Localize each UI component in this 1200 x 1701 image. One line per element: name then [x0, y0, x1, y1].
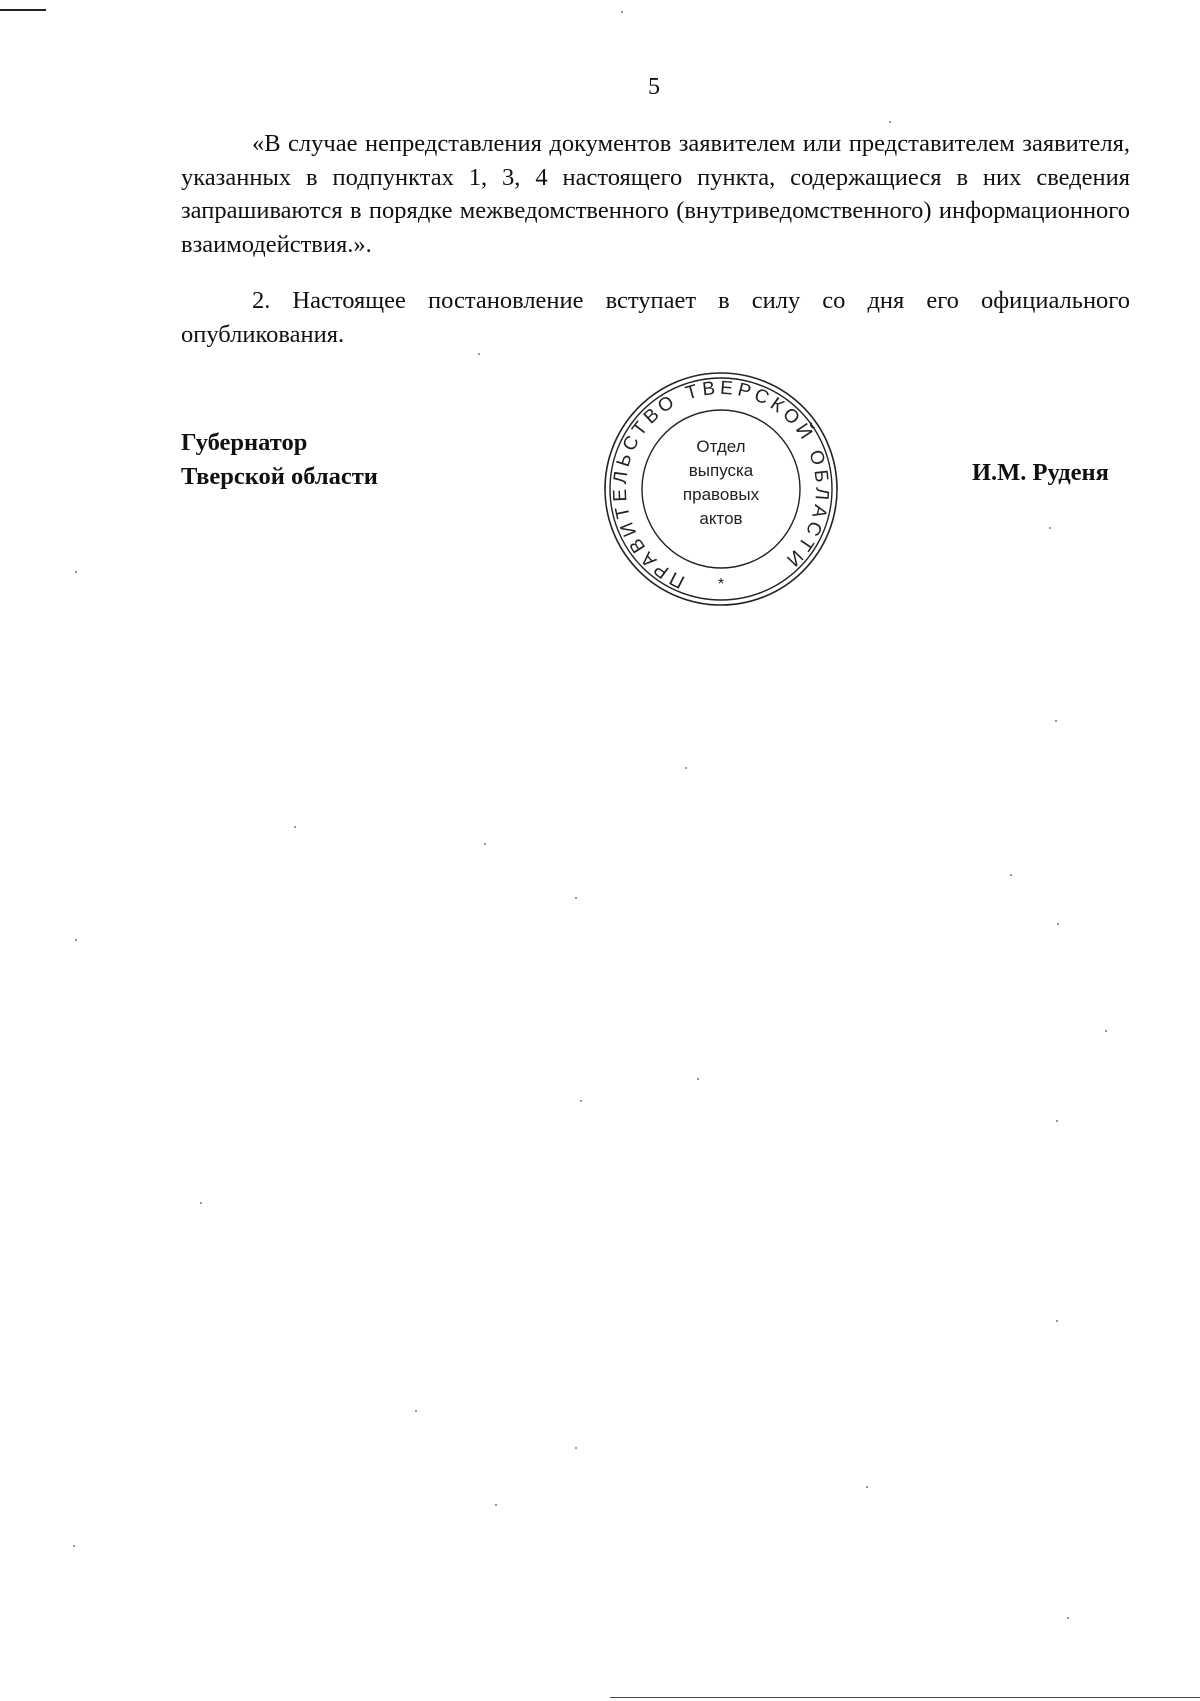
seal-ring-text: ПРАВИТЕЛЬСТВО ТВЕРСКОЙ ОБЛАСТИ [609, 377, 833, 592]
scan-speck [484, 843, 486, 845]
scan-speck [73, 1545, 75, 1547]
signatory-position [181, 426, 378, 494]
scan-speck [575, 1447, 577, 1449]
scan-speck [294, 826, 296, 828]
scan-edge-line-bottom [610, 1697, 1200, 1698]
scan-speck [866, 1486, 868, 1488]
seal-center-line-3: правовых [682, 485, 760, 504]
scan-speck [415, 1410, 417, 1412]
scan-speck [697, 1078, 699, 1080]
scan-speck [1056, 1120, 1058, 1122]
seal-center-line-2: выпуска [688, 461, 754, 480]
scan-speck [580, 1100, 582, 1102]
official-seal [603, 371, 839, 607]
scan-speck [1055, 720, 1057, 722]
scan-speck [495, 1504, 497, 1506]
scan-speck [1067, 1617, 1069, 1619]
paragraph-effective-date: 2. Настоящее постановление вступает в силу со дня его официального опубликования. [181, 287, 1130, 348]
scan-speck [1056, 1320, 1058, 1322]
scan-edge-line [0, 9, 46, 11]
paragraph-quoted-amendment: «В случае непредставления документов заявителем или представителем заявителя, указанных в подпунктах 1, 3, 4 настоящего пункта, содержащиеся в них сведения запрашиваются в порядке межведомственного (внутриведомственного) информационного взаимодействия.». [181, 130, 1130, 258]
scan-speck [1105, 1030, 1107, 1032]
signatory-position-line-1: Губернатор [181, 429, 308, 456]
seal-center-line-1: Отдел [696, 437, 746, 456]
page-number: 5 [648, 74, 660, 100]
seal-center-line-4: актов [699, 509, 743, 528]
signatory-position-line-2: Тверской области [181, 463, 378, 490]
scan-speck [1010, 874, 1012, 876]
scan-speck [75, 939, 77, 941]
scan-speck [685, 767, 687, 769]
document-body [181, 127, 1130, 351]
scan-speck [575, 897, 577, 899]
scan-speck [1057, 923, 1059, 925]
scan-speck [75, 571, 77, 573]
seal-star: * [717, 576, 725, 593]
scan-speck [621, 11, 623, 13]
scan-speck [889, 121, 891, 123]
scan-speck [478, 353, 480, 355]
signatory-name: И.М. Руденя [972, 459, 1109, 486]
scan-speck [200, 1202, 202, 1204]
scan-speck [1049, 527, 1051, 529]
